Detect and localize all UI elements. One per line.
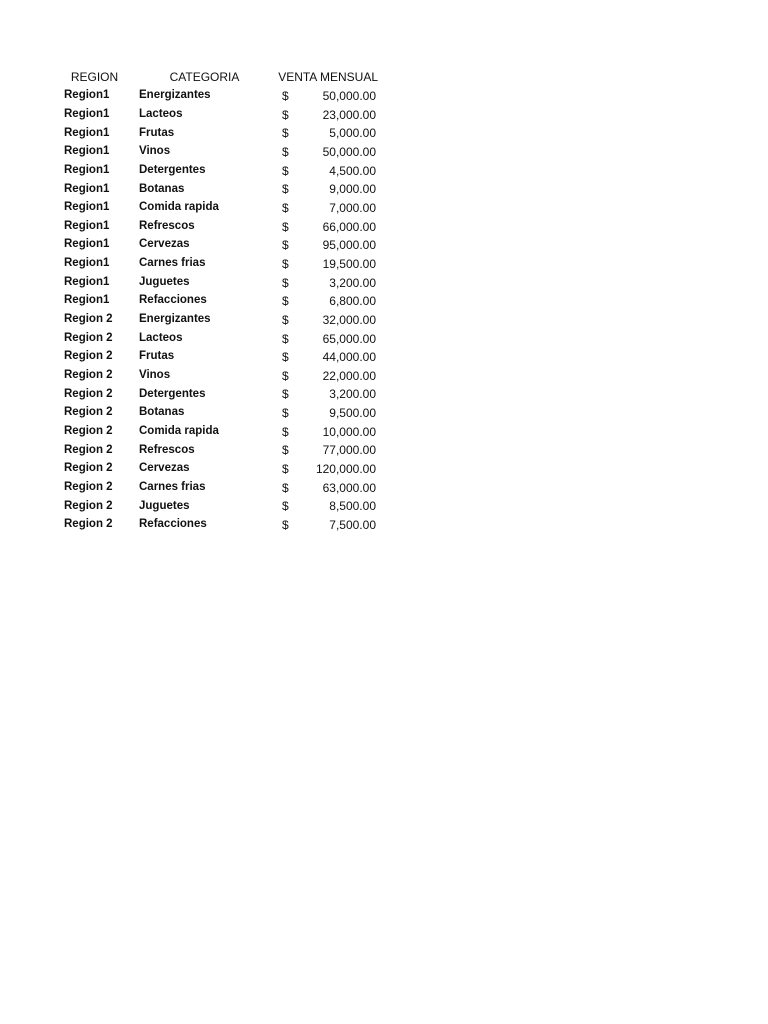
cell-currency: $: [282, 256, 289, 271]
cell-currency: $: [282, 88, 289, 103]
table-row: [56, 404, 382, 423]
cell-region: Region 2: [64, 481, 113, 494]
cell-currency: $: [282, 219, 289, 234]
cell-venta: 44,000.00: [322, 350, 376, 365]
table-row: [56, 217, 382, 236]
cell-categoria: Refacciones: [139, 294, 207, 307]
cell-venta: 120,000.00: [315, 462, 376, 477]
cell-categoria: Detergentes: [139, 387, 206, 400]
cell-region: Region 2: [64, 443, 113, 456]
cell-categoria: Frutas: [139, 126, 175, 139]
cell-currency: $: [282, 406, 289, 421]
cell-categoria: Comida rapida: [139, 201, 219, 214]
table-row: [56, 441, 382, 460]
cell-categoria: Detergentes: [139, 163, 206, 176]
cell-region: Region1: [64, 294, 110, 307]
cell-venta: 19,500.00: [322, 256, 376, 271]
cell-venta: 63,000.00: [322, 480, 376, 495]
cell-currency: $: [282, 182, 289, 197]
cell-venta: 77,000.00: [322, 443, 376, 458]
header-venta-mensual: VENTA MENSUAL: [278, 70, 378, 85]
cell-region: Region1: [64, 238, 110, 251]
cell-venta: 7,500.00: [329, 518, 376, 533]
cell-currency: $: [282, 443, 289, 458]
cell-categoria: Energizantes: [139, 89, 211, 102]
cell-region: Region1: [64, 126, 110, 139]
cell-currency: $: [282, 294, 289, 309]
cell-venta: 95,000.00: [322, 238, 376, 253]
table-row: [56, 422, 382, 441]
cell-region: Region 2: [64, 462, 113, 475]
cell-venta: 50,000.00: [322, 144, 376, 159]
cell-venta: 5,000.00: [329, 126, 376, 141]
cell-categoria: Cervezas: [139, 238, 190, 251]
header-categoria: CATEGORIA: [169, 70, 240, 85]
cell-region: Region 2: [64, 518, 113, 531]
cell-currency: $: [282, 275, 289, 290]
cell-currency: $: [282, 144, 289, 159]
cell-region: Region1: [64, 219, 110, 232]
cell-region: Region 2: [64, 499, 113, 512]
cell-categoria: Carnes frias: [139, 257, 206, 270]
cell-currency: $: [282, 126, 289, 141]
cell-region: Region1: [64, 145, 110, 158]
cell-region: Region1: [64, 257, 110, 270]
table-row: [56, 161, 382, 180]
cell-region: Region 2: [64, 350, 113, 363]
cell-region: Region1: [64, 89, 110, 102]
cell-currency: $: [282, 163, 289, 178]
cell-categoria: Botanas: [139, 406, 185, 419]
cell-region: Region 2: [64, 387, 113, 400]
cell-currency: $: [282, 387, 289, 402]
cell-region: Region 2: [64, 331, 113, 344]
cell-categoria: Lacteos: [139, 331, 183, 344]
table-row: [56, 385, 382, 404]
cell-categoria: Juguetes: [139, 275, 190, 288]
cell-categoria: Refrescos: [139, 219, 195, 232]
cell-currency: $: [282, 368, 289, 383]
cell-categoria: Vinos: [139, 369, 171, 382]
cell-currency: $: [282, 331, 289, 346]
table-row: [56, 273, 382, 292]
cell-currency: $: [282, 518, 289, 533]
cell-region: Region 2: [64, 369, 113, 382]
cell-currency: $: [282, 107, 289, 122]
table-row: [56, 199, 382, 218]
cell-categoria: Refrescos: [139, 443, 195, 456]
cell-region: Region1: [64, 182, 110, 195]
table-row: [56, 367, 382, 386]
cell-region: Region 2: [64, 313, 113, 326]
sales-sheet: [56, 68, 386, 534]
cell-venta: 3,200.00: [329, 275, 376, 290]
table-row: [56, 311, 382, 330]
table-row: [56, 460, 382, 479]
cell-currency: $: [282, 238, 289, 253]
cell-venta: 22,000.00: [322, 368, 376, 383]
cell-venta: 10,000.00: [322, 424, 376, 439]
cell-venta: 8,500.00: [329, 499, 376, 514]
cell-region: Region1: [64, 275, 110, 288]
table-row: [56, 348, 382, 367]
cell-currency: $: [282, 480, 289, 495]
table-row: [56, 180, 382, 199]
table-row: [56, 143, 382, 162]
cell-currency: $: [282, 312, 289, 327]
cell-currency: $: [282, 350, 289, 365]
cell-categoria: Lacteos: [139, 107, 183, 120]
table-row: [56, 87, 382, 106]
cell-categoria: Cervezas: [139, 462, 190, 475]
cell-categoria: Botanas: [139, 182, 185, 195]
cell-venta: 66,000.00: [322, 219, 376, 234]
cell-venta: 9,000.00: [329, 182, 376, 197]
cell-region: Region1: [64, 201, 110, 214]
cell-venta: 23,000.00: [322, 107, 376, 122]
cell-categoria: Frutas: [139, 350, 175, 363]
table-row: [56, 329, 382, 348]
table-row: [56, 516, 382, 535]
cell-venta: 4,500.00: [329, 163, 376, 178]
cell-venta: 32,000.00: [322, 312, 376, 327]
table-row: [56, 105, 382, 124]
table-row: [56, 255, 382, 274]
cell-currency: $: [282, 424, 289, 439]
cell-venta: 7,000.00: [329, 200, 376, 215]
cell-currency: $: [282, 499, 289, 514]
cell-categoria: Refacciones: [139, 518, 207, 531]
cell-currency: $: [282, 200, 289, 215]
cell-categoria: Comida rapida: [139, 425, 219, 438]
table-body: [56, 87, 382, 535]
header-row: [56, 68, 382, 87]
cell-venta: 6,800.00: [329, 294, 376, 309]
header-region: REGION: [70, 70, 119, 85]
table-row: [56, 292, 382, 311]
cell-categoria: Carnes frias: [139, 481, 206, 494]
cell-categoria: Energizantes: [139, 313, 211, 326]
cell-venta: 65,000.00: [322, 331, 376, 346]
table-header: [56, 68, 382, 87]
cell-venta: 3,200.00: [329, 387, 376, 402]
table-row: [56, 236, 382, 255]
cell-region: Region1: [64, 107, 110, 120]
cell-categoria: Juguetes: [139, 499, 190, 512]
table-row: [56, 124, 382, 143]
table-row: [56, 497, 382, 516]
cell-venta: 50,000.00: [322, 88, 376, 103]
cell-venta: 9,500.00: [329, 406, 376, 421]
table-row: [56, 478, 382, 497]
cell-region: Region 2: [64, 425, 113, 438]
cell-categoria: Vinos: [139, 145, 171, 158]
cell-region: Region1: [64, 163, 110, 176]
cell-region: Region 2: [64, 406, 113, 419]
sales-table: [56, 68, 382, 534]
cell-currency: $: [282, 462, 289, 477]
